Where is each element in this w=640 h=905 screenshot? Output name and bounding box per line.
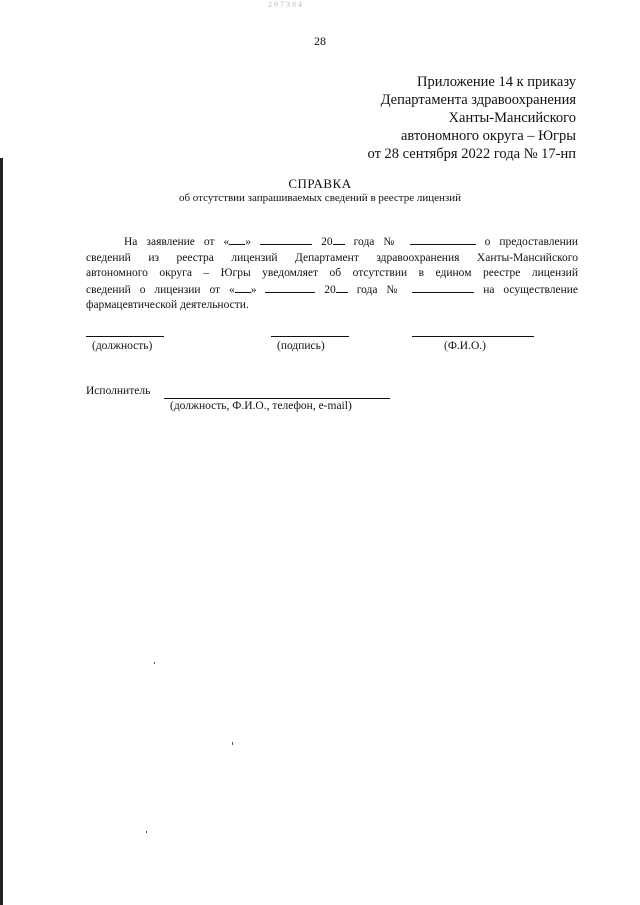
number-blank-2 bbox=[412, 282, 474, 293]
year-blank-2 bbox=[336, 282, 348, 293]
body-l4-b: » bbox=[250, 283, 257, 296]
appendix-header bbox=[368, 73, 576, 163]
body-l1-e: о предоставлении bbox=[484, 236, 579, 248]
body-paragraph bbox=[86, 234, 578, 314]
executor-hint: (должность, Ф.И.О., телефон, e-mail) bbox=[170, 400, 352, 412]
body-l1-d: года № bbox=[353, 236, 401, 248]
header-line-4: автономного округа – Югры bbox=[400, 128, 576, 144]
signature-label: (подпись) bbox=[277, 340, 325, 352]
name-line bbox=[412, 336, 534, 337]
header-line-5: от 28 сентября 2022 года № 17-нп bbox=[367, 146, 576, 162]
day-blank-2 bbox=[235, 282, 251, 293]
body-l4-e: на осуществление bbox=[483, 283, 579, 296]
body-line-2: сведений из реестра лицензий Департамент здравоохранения Ханты-Мансийского bbox=[86, 251, 578, 264]
body-l1-c: 20 bbox=[321, 236, 333, 248]
body-l4-c: 20 bbox=[324, 283, 336, 296]
body-line-1 bbox=[86, 234, 578, 251]
document-title: СПРАВКА bbox=[288, 176, 352, 191]
scan-mark: 2 9 7 3 8 4 bbox=[268, 0, 302, 9]
document-subtitle: об отсутствии запрашиваемых сведений в реестре лицензий bbox=[178, 192, 462, 204]
body-l4-a: сведений о лицензии от « bbox=[86, 283, 235, 296]
position-line bbox=[86, 336, 164, 337]
month-blank-2 bbox=[265, 282, 315, 293]
executor-line bbox=[164, 398, 390, 399]
number-blank-1 bbox=[410, 234, 476, 245]
year-blank-1 bbox=[333, 234, 345, 245]
name-label: (Ф.И.О.) bbox=[444, 340, 486, 352]
body-l1-b: » bbox=[245, 236, 252, 248]
body-l1-a: На заявление от « bbox=[124, 236, 230, 248]
body-l4-d: года № bbox=[356, 283, 404, 296]
body-line-4 bbox=[86, 282, 578, 299]
executor-label: Исполнитель bbox=[86, 385, 151, 397]
month-blank-1 bbox=[260, 234, 312, 245]
header-line-3: Ханты-Мансийского bbox=[448, 110, 576, 126]
signature-line bbox=[271, 336, 349, 337]
header-line-2: Департамента здравоохранения bbox=[380, 92, 576, 108]
page-number: 28 bbox=[314, 34, 326, 48]
scan-speck bbox=[146, 831, 147, 833]
scan-margin-bar bbox=[0, 158, 3, 905]
body-line-3: автономного округа – Югры уведомляет об отсутствии в едином реестре лицензий bbox=[86, 267, 578, 279]
scan-speck bbox=[154, 662, 155, 664]
day-blank-1 bbox=[229, 234, 245, 245]
body-line-5: фармацевтической деятельности. bbox=[86, 299, 249, 311]
position-label: (должность) bbox=[92, 340, 153, 352]
header-line-1: Приложение 14 к приказу bbox=[417, 74, 576, 90]
scan-speck bbox=[232, 742, 233, 745]
